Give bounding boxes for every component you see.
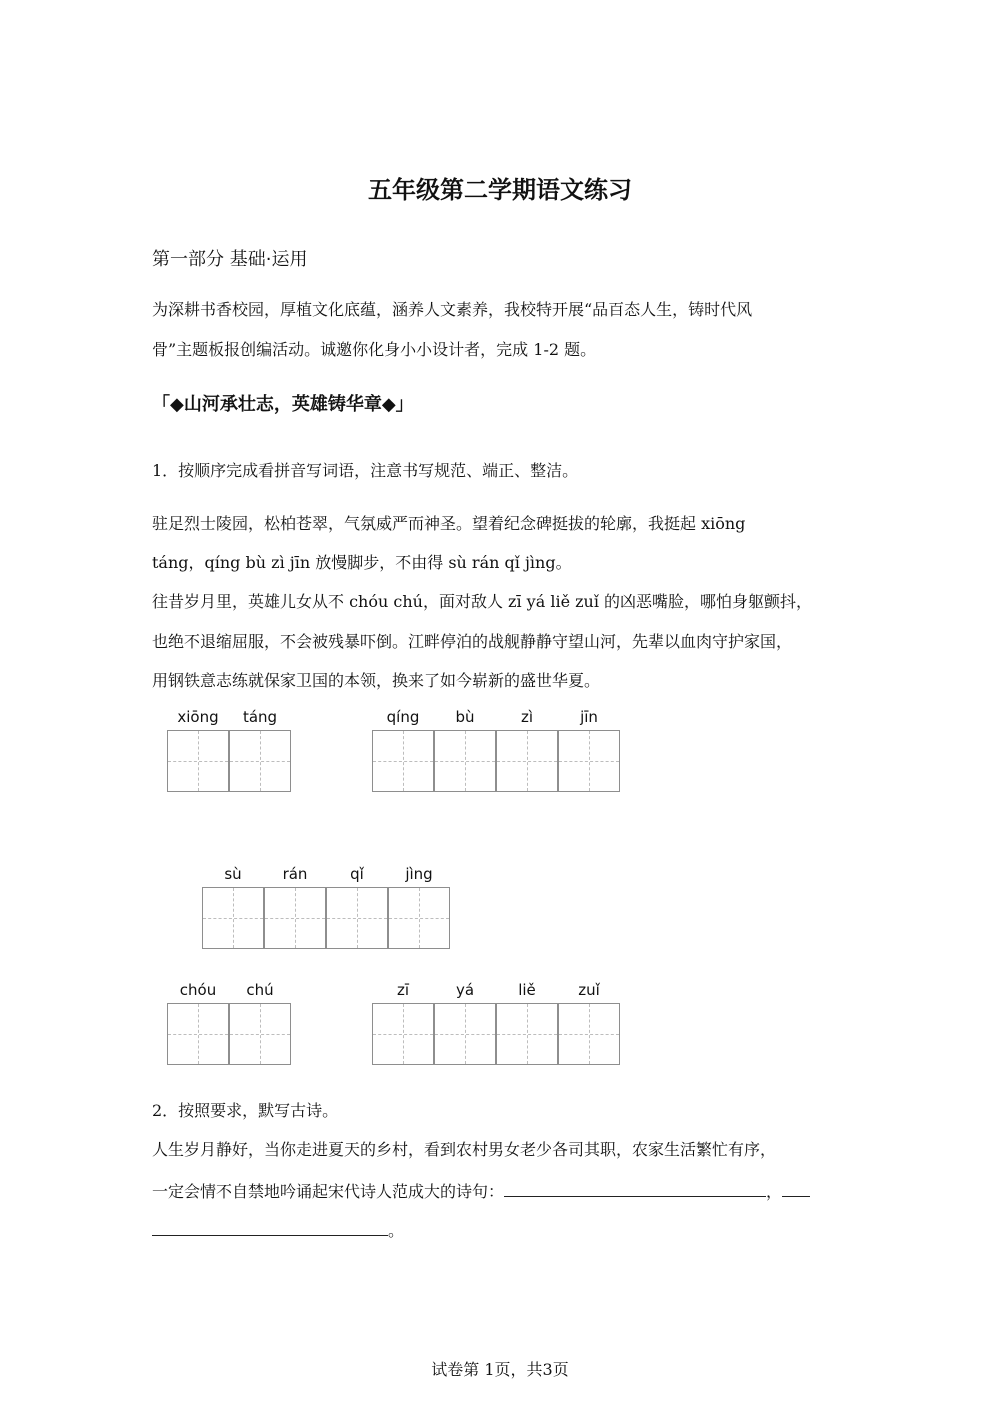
- pinyin-label: yá: [455, 981, 475, 999]
- writing-grid-box[interactable]: [434, 1003, 496, 1065]
- answer-blank-2-start[interactable]: [782, 1180, 810, 1197]
- pinyin-label: chú: [246, 981, 274, 999]
- question-1-prompt: 1．按顺序完成看拼音写词语，注意书写规范、端正、整洁。: [152, 461, 579, 480]
- writing-grid-box[interactable]: [202, 887, 264, 949]
- page-title: 五年级第二学期语文练习: [368, 176, 632, 204]
- question-2-lead-text: 一定会情不自禁地吟诵起宋代诗人范成大的诗句：: [152, 1182, 505, 1201]
- answer-blank-1[interactable]: [504, 1180, 766, 1197]
- passage-line: 也绝不退缩屈服，不会被残暴吓倒。江畔停泊的战舰静静守望山河，先辈以血肉守护家国，: [152, 632, 793, 651]
- passage-line: 用钢铁意志练就保家卫国的本领，换来了如今崭新的盛世华夏。: [152, 671, 601, 690]
- pinyin-label: bù: [455, 708, 475, 726]
- pinyin-label: qíng: [386, 708, 420, 726]
- pinyin-label: táng: [242, 708, 278, 726]
- comma-separator: ，: [766, 1182, 783, 1201]
- period-mark: 。: [388, 1221, 405, 1240]
- pinyin-label: liě: [518, 981, 536, 999]
- writing-grid-box[interactable]: [558, 730, 620, 792]
- pinyin-label: xiōng: [177, 708, 219, 726]
- passage-line: 驻足烈士陵园，松柏苍翠，气氛威严而神圣。望着纪念碑挺拔的轮廓，我挺起 xiōng: [152, 514, 746, 533]
- writing-grid-box[interactable]: [167, 730, 229, 792]
- writing-grid-box[interactable]: [496, 1003, 558, 1065]
- intro-line-1: 为深耕书香校园，厚植文化底蕴，涵养人文素养，我校特开展“品百态人生，铸时代风: [152, 300, 753, 319]
- section-heading: 第一部分 基础·运用: [152, 249, 308, 270]
- writing-grid-box[interactable]: [434, 730, 496, 792]
- writing-grid-box[interactable]: [264, 887, 326, 949]
- writing-grid-box[interactable]: [229, 730, 291, 792]
- pinyin-label: zuǐ: [578, 981, 600, 999]
- theme-heading: 「◆山河承壮志，英雄铸华章◆」: [152, 394, 414, 415]
- pinyin-label: jīn: [580, 708, 598, 726]
- pinyin-label: chóu: [179, 981, 217, 999]
- writing-grid-box[interactable]: [558, 1003, 620, 1065]
- pinyin-label: jìng: [405, 865, 433, 883]
- writing-grid-box[interactable]: [372, 1003, 434, 1065]
- writing-grid-box[interactable]: [372, 730, 434, 792]
- intro-line-2: 骨”主题板报创编活动。诚邀你化身小小设计者，完成 1-2 题。: [152, 340, 597, 359]
- writing-grid-box[interactable]: [326, 887, 388, 949]
- pinyin-label: qǐ: [350, 865, 364, 883]
- question-2-line-3: [152, 1219, 404, 1241]
- answer-blank-2-end[interactable]: [152, 1219, 388, 1236]
- question-2-prompt: 2．按照要求，默写古诗。: [152, 1101, 339, 1120]
- writing-grid-box[interactable]: [388, 887, 450, 949]
- passage-line: táng，qíng bù zì jīn 放慢脚步，不由得 sù rán qǐ jìng。: [152, 553, 572, 572]
- pinyin-label: sù: [224, 865, 242, 883]
- writing-grid-box[interactable]: [167, 1003, 229, 1065]
- question-2-line-2: [152, 1180, 810, 1202]
- question-2-line-1: 人生岁月静好，当你走进夏天的乡村，看到农村男女老少各司其职，农家生活繁忙有序，: [152, 1140, 777, 1159]
- writing-grid-box[interactable]: [229, 1003, 291, 1065]
- pinyin-label: zī: [396, 981, 410, 999]
- pinyin-label: zì: [520, 708, 534, 726]
- writing-grid-box[interactable]: [496, 730, 558, 792]
- page-footer: 试卷第 1页，共3页: [431, 1360, 569, 1379]
- passage-line: 往昔岁月里，英雄儿女从不 chóu chú，面对敌人 zī yá liě zuǐ 的凶恶嘴脸，哪怕身躯颤抖，: [152, 592, 813, 611]
- pinyin-label: rán: [282, 865, 308, 883]
